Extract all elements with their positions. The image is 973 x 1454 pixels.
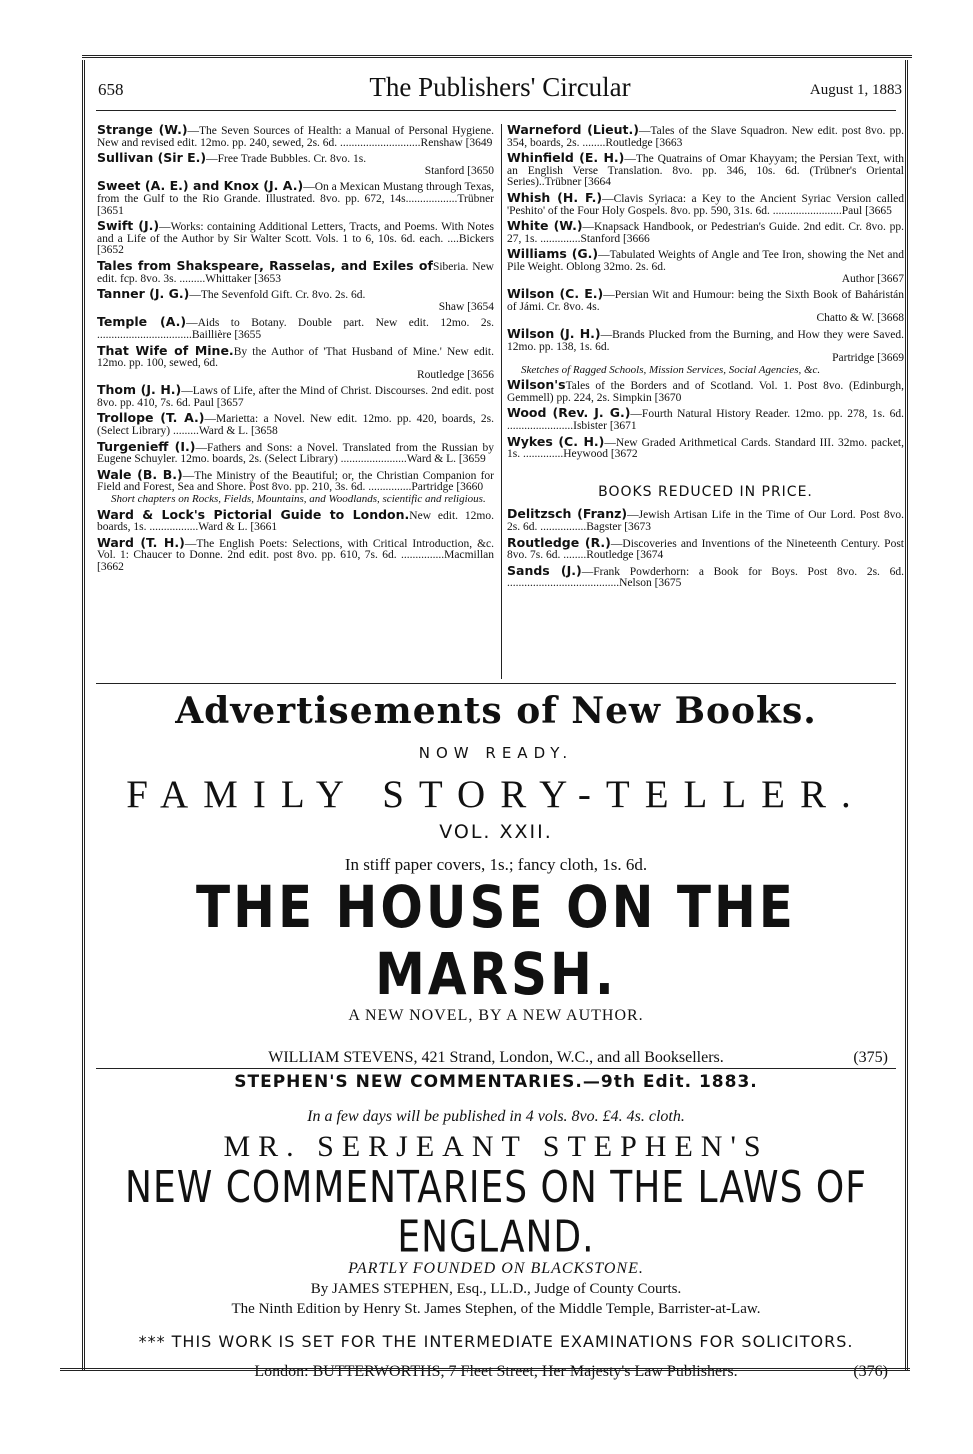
book-entry [97,316,494,341]
publication-notice: In a few days will be published in 4 vols. 8vo. £4. 4s. cloth. [307,1108,685,1125]
book-entry [97,412,494,437]
section-rule [96,683,896,684]
book-entry [507,534,904,562]
book-entry [97,152,494,177]
entry-description: —The English Poets: Selections, with Critical Introduction, &c. Vol. 1: Chaucer to Donne. 2nd edit. post 8vo. pp. 610, 7s. 6d. ...............Macmillan [3662 [97,537,494,573]
top-border-rule [82,55,912,58]
book-entry [507,325,904,376]
entry-description: —Discoveries and Inventions of the Nineteenth Century. Post 8vo. 7s. 6d. ........Routledge [3674 [507,537,904,562]
volume-label: VOL. XXII. [439,821,553,843]
entry-publisher: Chatto & W. [3668 [816,312,904,325]
book-entry [97,180,494,217]
author-name: Wilson's [507,377,566,393]
author-name: Wilson (J. H.) [507,325,601,341]
entry-description: —Brands Plucked from the Burning, and How they were Saved. 12mo. pp. 138, 1s. 6d. [507,328,904,353]
entry-description: —Marietta: a Novel. New edit. 12mo. pp. 420, boards, 2s. (Select Library) .........Ward & L. [3658 [97,413,494,438]
author-name: Whinfield (E. H.) [507,150,625,166]
entry-description: —Tabulated Weights of Angle and Tee Iron, showing the Net and Pile Weight. Oblong 32mo. 2s. 6d. [507,249,904,273]
entry-publisher: Routledge [3656 [417,368,494,381]
ad-rule [96,1068,896,1069]
book-entry [507,508,904,533]
book-entry [507,220,904,245]
advertisements-heading: Advertisements of New Books. [175,690,817,732]
author-name: Warneford (Lieut.) [507,122,639,137]
publisher-text: WILLIAM STEVENS, 421 Strand, London, W.C., and all Booksellers. [268,1049,724,1066]
entry-description: Tales of the Borders and of Scotland. Vol. 1. Post 8vo. (Edinburgh, Gemmell) pp. 224, 2s. Simpkin [3670 [507,380,904,404]
author-name: Thom (J. H.) [97,382,182,398]
ad-family-story-teller [96,690,896,1067]
column-divider [501,124,502,679]
page-number: 658 [98,80,124,99]
left-column [97,124,494,577]
author-name: Tanner (J. G.) [97,286,190,302]
entry-note: Short chapters on Rocks, Fields, Mountains, and Woodlands, scientific and religious. [111,493,486,506]
price-line: In stiff paper covers, 1s.; fancy cloth, 1s. 6d. [344,855,648,874]
entry-description: —The Ministry of the Beautiful; or, the Christian Companion for Field and Forest, Sea and Shore. Post 8vo. pp. 210, 3s. 6d. ...............Partridge [3660 [97,469,494,494]
author-name: Wilson (C. E.) [507,286,604,302]
entry-publisher: Shaw [3654 [438,300,494,313]
author-name: Temple (A.) [97,314,187,330]
entry-description: —Clavis Syriaca: a Key to the Ancient Syriac Version called 'Peshito' of the Four Holy Gospels. 8vo. pp. 590, 31s. 6d. ........................Paul [3665 [507,192,904,217]
book-entry [97,384,494,409]
author-name: Routledge (R.) [507,534,611,550]
entry-description: —The Quatrains of Omar Khayyam; the Persian Text, with an English Verse Translation. 8vo. pp. 346, 10s. 6d. (Trübner's Oriental Series)..Trübner [3664 [507,153,904,189]
author-name: Williams (G.) [507,246,599,262]
entry-description: —Frank Powderhorn: a Book for Boys. Post 8vo. 2s. 6d. .......................................Nelson [3675 [507,565,904,590]
book-entry [97,220,494,257]
london-publisher-text: London: BUTTERWORTHS, 7 Fleet Street, Her Majesty's Law Publishers. [254,1363,738,1380]
entry-description: —Aids to Botany. Double part. New edit. 12mo. 2s. .................................Baillière [3655 [97,317,494,341]
entry-description: —Jewish Artisan Life in the Time of Our Lord. Post 8vo. 2s. 6d. ................Bagster [3673 [507,509,905,534]
journal-title: The Publishers' Circular [369,72,631,102]
edition-line: The Ninth Edition by Henry St. James Stephen, of the Middle Temple, Barrister-at-Law. [231,1301,761,1317]
entry-description: —The Seven Sources of Health: a Manual of Personal Hygiene. New and revised edit. 12mo. pp. 240, sewed, 2s. 6d. ............................Renshaw [3649 [97,125,494,149]
entry-description: —The Sevenfold Gift. Cr. 8vo. 2s. 6d. [189,289,366,302]
book-entry [507,433,904,461]
author-name: Ward (T. H.) [97,534,185,550]
issue-date: August 1, 1883 [809,82,902,98]
author-name: Swift (J.) [97,218,160,234]
entry-description: —New Graded Arithmetical Cards. Standard III. 32mo. packet, 1s. ..............Heywood [3672 [507,436,904,461]
author-name: Wykes (C. H.) [507,433,605,449]
entry-description: —On a Mexican Mustang through Texas, from the Gulf to the Rio Grande. Illustrated. 8vo. pp. 672, 14s..................Trübner [3651 [97,181,494,217]
author-name: Sullivan (Sir E.) [97,150,207,166]
book-entry [97,288,494,313]
entry-description: —Laws of Life, after the Mind of Christ. Discourses. 2nd edit. post 8vo. pp. 410, 7s. 6d. Paul [3657 [97,385,495,409]
bottom-border-rule [60,1368,910,1371]
header-rule [96,110,896,111]
author-name: Whish (H. F.) [507,189,603,205]
reduced-heading: BOOKS REDUCED IN PRICE. [598,483,813,500]
book-entry [97,506,494,534]
entry-description: —Fourth Natural History Reader. 12mo. pp. 278, 1s. 6d. .......................Isbister [3671 [507,408,904,433]
author-name: Sweet (A. E.) and Knox (J. A.) [97,178,304,194]
author-name: Strange (W.) [97,122,188,137]
book-entry [507,248,904,285]
entry-description: By the Author of 'That Husband of Mine.' New edit. 12mo. pp. 100, sewed, 6d. [97,345,494,370]
author-name: Turgenieff (I.) [97,438,196,454]
author-name: Wood (Rev. J. G.) [507,405,631,421]
book-entry [507,562,904,590]
book-entry [507,152,904,189]
book-entry [97,257,494,285]
family-story-teller-title: FAMILY STORY-TELLER. [126,773,866,816]
novel-subtitle: A NEW NOVEL, BY A NEW AUTHOR. [348,1007,644,1024]
page-header [96,72,904,108]
entry-description: —Works: containing Additional Letters, Tracts, and Poems. With Notes and a Life of the Author by Sir Walter Scott. Vols. 1 to 6, 10s. 6d. each. ....Bickers [3652 [97,221,494,257]
reduced-entries [507,508,904,590]
entry-description: —Free Trade Bubbles. Cr. 8vo. 1s. [206,153,367,166]
entry-description: —Fathers and Sons: a Novel. Translated from the Russian by Eugene Schuyler. 12mo. boards, 2s. (Select Library) .......................Ward & L. [3659 [97,441,495,466]
author-name: Wale (B. B.) [97,466,183,482]
book-entry [97,342,494,382]
book-entry [97,124,494,149]
book-entry [507,124,904,149]
ad-stephens-commentaries [96,1072,896,1381]
author-name: Tales from Shakspeare, Rasselas, and Exiles of [97,257,433,273]
book-entry [507,288,904,325]
book-entry [507,189,904,217]
book-entry [97,466,494,506]
now-ready: NOW READY. [418,744,574,762]
entry-publisher: Partridge [3669 [832,352,904,365]
exam-note: *** THIS WORK IS SET FOR THE INTERMEDIATE EXAMINATIONS FOR SOLICITORS. [138,1332,854,1351]
publisher-line [96,1049,896,1067]
right-entries [507,124,904,461]
author-name: Delitzsch (Franz) [507,506,628,522]
author-name: Ward & Lock's Pictorial Guide to London. [97,506,410,522]
author-name: Trollope (T. A.) [97,410,205,426]
entry-publisher: Author [3667 [841,272,904,285]
entry-note: Sketches of Ragged Schools, Mission Services, Social Agencies, &c. [521,363,821,376]
entry-publisher: Stanford [3650 [424,164,494,177]
ad-number-2: (376) [853,1363,888,1380]
london-publisher-line [96,1363,896,1381]
author-title: MR. SERJEANT STEPHEN'S [223,1130,769,1163]
book-entry [97,438,495,466]
stephens-heading: STEPHEN'S NEW COMMENTARIES.—9th Edit. 1883. [234,1072,758,1092]
house-on-the-marsh-title: THE HOUSE ON THE MARSH. [196,874,796,1008]
founded-on: PARTLY FOUNDED ON BLACKSTONE. [348,1260,644,1277]
entry-description: New edit. 12mo. boards, 1s. .................Ward & L. [3661 [97,509,494,534]
book-entry [97,534,494,574]
byline: By JAMES STEPHEN, Esq., LL.D., Judge of County Courts. [310,1281,682,1297]
entry-description: —Persian Wit and Humour: being the Sixth Book of Baháristán of Jámi. Cr. 8vo. 4s. [507,289,905,313]
right-column [507,124,904,593]
ad-number: (375) [853,1049,888,1066]
book-listings [97,122,905,679]
entry-description: Siberia. New edit. fcp. 8vo. 3s. .........Whittaker [3653 [97,260,494,285]
author-name: That Wife of Mine. [97,342,234,358]
author-name: White (W.) [507,218,583,234]
book-entry [507,379,904,404]
entry-description: —Tales of the Slave Squadron. New edit. post 8vo. pp. 354, boards, 2s. ........Routledge [3663 [507,125,904,149]
book-entry [507,407,904,432]
entry-description: —Knapsack Handbook, or Pedestrian's Guide. 2nd edit. Cr. 8vo. pp. 27, 1s. ..............Stanford [3666 [507,221,904,245]
commentaries-title: NEW COMMENTARIES ON THE LAWS OF ENGLAND. [125,1163,867,1263]
author-name: Sands (J.) [507,562,582,578]
